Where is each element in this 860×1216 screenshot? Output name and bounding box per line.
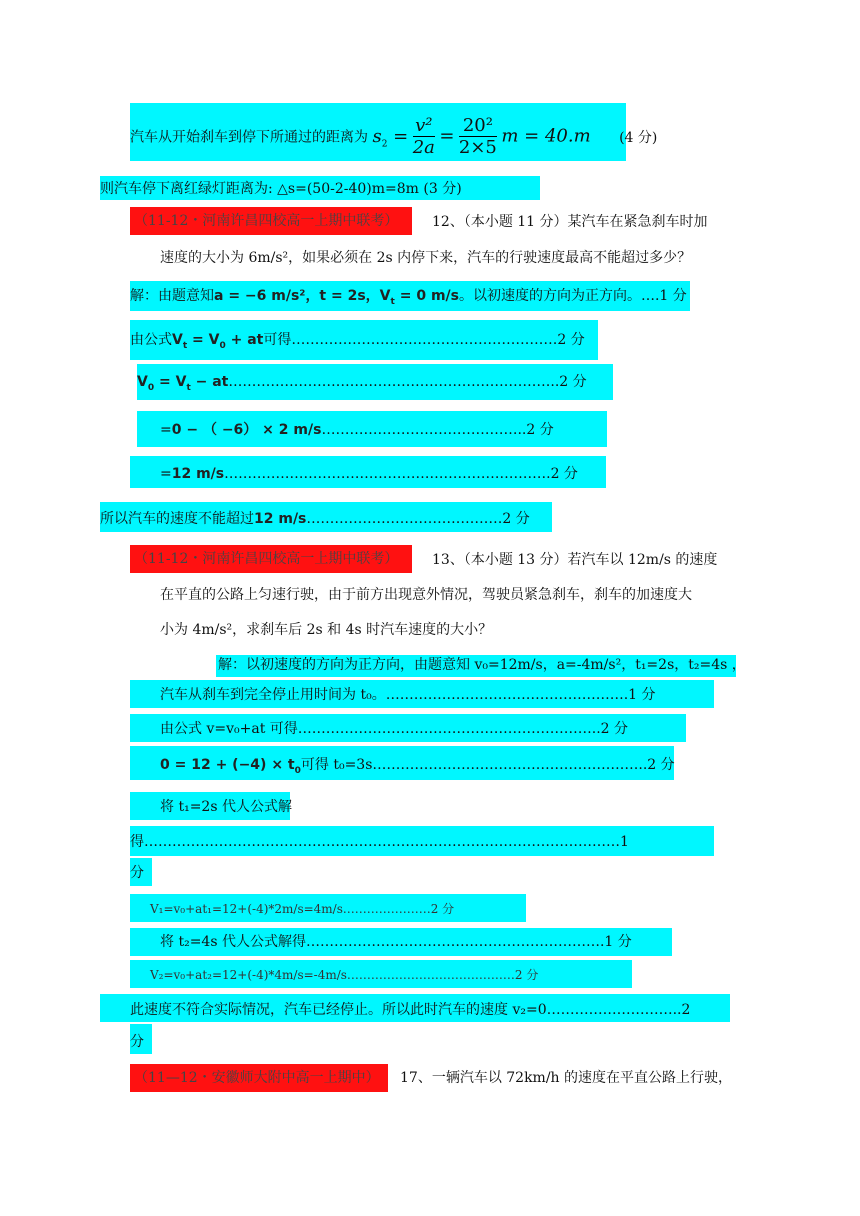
- answer-13-line-4: $0 = 12 + (-4) \times t_0$可得 t₀=3s…………………………………………………..2 分: [160, 757, 675, 776]
- source-tag-2: （11-12・河南许昌四校高一上期中联考）: [130, 545, 412, 573]
- formula-s: $s_2$ =: [372, 125, 409, 150]
- answer-13-line-12: 分: [130, 1034, 144, 1050]
- solution-12-line-2: 由公式$V_t = V_0$ + at可得…………………………………………………2 分: [130, 332, 585, 351]
- question-12-line-2: 速度的大小为 6m/s²，如果必须在 2s 内停下来，汽车的行驶速度最高不能超过多少？: [160, 250, 692, 266]
- answer-13-line-10: V₂=v₀+at₂=12+(-4)*4m/s=-4m/s……………………………………2 分: [150, 968, 539, 982]
- fraction-2: $\frac{\text{20²}}{2\times 5}$: [458, 115, 497, 158]
- fraction-1: $\frac{\text{v²}}{2a}$: [412, 115, 435, 158]
- solution-12-line-5: =12 m/s…………………………………………………………….2 分: [160, 466, 578, 482]
- question-17-line-1: 17、一辆汽车以 72km/h 的速度在平直公路上行驶，: [400, 1070, 733, 1086]
- distance-text: 汽车从开始刹车到停下所通过的距离为: [130, 129, 368, 146]
- distance-formula-line: 汽车从开始刹车到停下所通过的距离为 $s_2$ = $\frac{\text{v²}}{2a}$ = $\frac{\text{20²}}{2\times 5}$ m = 40.m (4 分): [130, 115, 658, 158]
- source-tag-3: （11—12・安徽师大附中高一上期中）: [130, 1064, 388, 1092]
- answer-13-line-11: 此速度不符合实际情况，汽车已经停止。所以此时汽车的速度 v₂=0………………………..2: [130, 1002, 691, 1018]
- answer-13-line-8: V₁=v₀+at₁=12+(-4)*2m/s=4m/s.…………………2 分: [150, 902, 455, 916]
- solution-12-line-3: $V_0 = V_t$ − at……………………………………………………………..2 分: [137, 374, 587, 393]
- answer-13-line-3: 由公式 v=v₀+at 可得………………………………………………………..2 分: [160, 721, 629, 737]
- score-4: (4 分): [619, 129, 658, 146]
- question-13-line-2: 在平直的公路上匀速行驶，由于前方出现意外情况，驾驶员紧急刹车，刹车的加速度大: [160, 587, 692, 603]
- answer-13-line-2: 汽车从刹车到完全停止用时间为 t₀。…………………………………………….1 分: [160, 687, 656, 703]
- stop-distance-line: 则汽车停下离红绿灯距离为: △s=(50-2-40)m=8m (3 分): [100, 181, 462, 197]
- answer-13-line-6: 得…………………………………………………………………………………………1: [130, 834, 629, 850]
- answer-13-line-5: 将 t₁=2s 代人公式解: [160, 799, 292, 815]
- solution-12-line-1: 解：由题意知a = −6 m/s²，t = 2s，$V_t = 0$ m/s。以初速度的方向为正方向。….1 分: [130, 288, 687, 307]
- question-13-line-1: 13、（本小题 13 分）若汽车以 12m/s 的速度: [432, 552, 718, 568]
- formula-result: m = 40.m: [501, 125, 591, 147]
- source-tag-1: （11-12・河南许昌四校高一上期中联考）: [130, 207, 412, 235]
- solution-12-line-4: =0 − （ −6） × 2 m/s……………………………………..2 分: [160, 422, 554, 438]
- answer-13-line-9: 将 t₂=4s 代人公式解得……………………………………………………….1 分: [160, 934, 632, 950]
- answer-13-line-7: 分: [130, 865, 144, 881]
- solution-12-conclusion: 所以汽车的速度不能超过12 m/s……………………………………2 分: [100, 511, 530, 527]
- answer-13-line-1: 解：以初速度的方向为正方向，由题意知 v₀=12m/s，a=-4m/s²，t₁=2s，t₂=4s ，: [218, 657, 746, 673]
- question-12-line-1: 12、（本小题 11 分）某汽车在紧急刹车时加: [432, 214, 708, 230]
- question-13-line-3: 小为 4m/s²，求刹车后 2s 和 4s 时汽车速度的大小？: [160, 622, 493, 638]
